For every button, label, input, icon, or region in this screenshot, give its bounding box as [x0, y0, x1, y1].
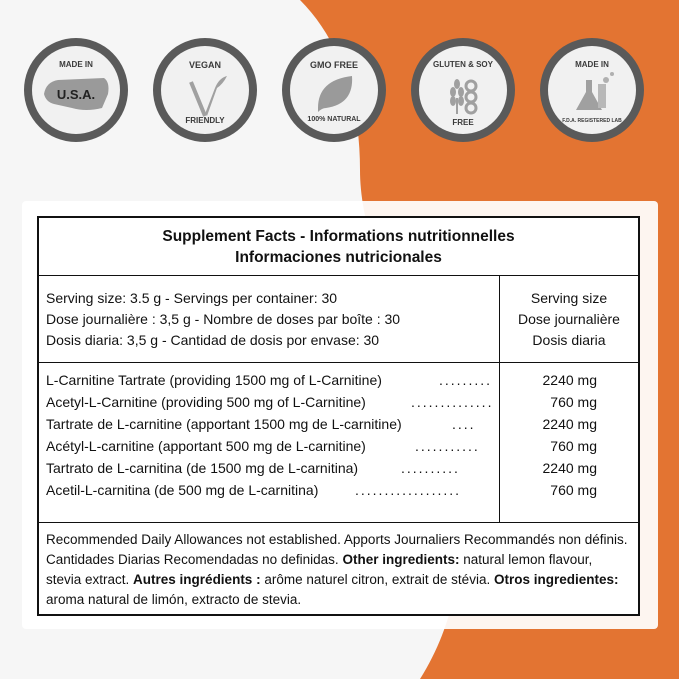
ingredient-amount: 2240 mg	[542, 460, 597, 476]
gmo-free-badge	[282, 38, 386, 142]
serving-column-header	[499, 276, 638, 362]
ingredient-label: Acetil-L-carnitina (de 500 mg de L-carnitina)	[46, 482, 319, 498]
serving-line-en: Serving size: 3.5 g - Servings per container: 30	[46, 290, 338, 306]
leaf-icon	[282, 38, 386, 142]
other-ingredients-text: natural lemon flavour, stevia extract.	[46, 552, 593, 587]
ingredient-label: Acétyl-L-carnitine (apportant 500 mg de L-carnitine)	[46, 438, 366, 454]
ingredient-amount: 760 mg	[550, 482, 597, 498]
ingredient-amount: 2240 mg	[542, 372, 597, 388]
ingredient-label: Tartrato de L-carnitina (de 1500 mg de L-carnitina)	[46, 460, 359, 476]
column-divider	[499, 362, 500, 522]
vegan-v-leaf-icon	[153, 38, 257, 142]
facts-subtitle: Informaciones nutricionales	[235, 249, 442, 266]
ingredient-label: L-Carnitine Tartrate (providing 1500 mg of L-Carnitine)	[46, 372, 382, 388]
badge-bottom-text: F.D.A. REGISTERED LAB	[562, 118, 622, 124]
leader-dots: ..................	[355, 482, 462, 498]
vegan-friendly-badge	[153, 38, 257, 142]
autres-ingredients-text: arôme naturel citron, extrait de stévia.	[264, 572, 491, 587]
badge-top-text: VEGAN	[188, 60, 221, 70]
leader-dots: .........	[439, 372, 493, 388]
footer-notes	[46, 530, 631, 610]
badge-bottom-text: FREE	[452, 118, 474, 127]
serving-header-en: Serving size	[530, 290, 608, 306]
badge-mid-text: U.S.A.	[56, 87, 96, 102]
ingredients-table	[39, 362, 638, 523]
serving-header-es: Dosis diaria	[532, 332, 606, 348]
ingredient-label: Acetyl-L-Carnitine (providing 500 mg of L-Carnitine)	[46, 394, 366, 410]
otros-ingredientes-label: Otros ingredientes:	[493, 572, 619, 587]
made-in-usa-badge	[24, 38, 128, 142]
rda-note: Recommended Daily Allowances not established. Apports Journaliers Recommandés non définis. Cantidades Diarias Recomendadas no definidas.	[46, 532, 628, 567]
facts-title: Supplement Facts - Informations nutritionnelles	[162, 228, 515, 245]
autres-ingredients-label: Autres ingrédients :	[133, 572, 261, 587]
badges-row	[0, 0, 679, 190]
ingredient-amount: 760 mg	[550, 438, 597, 454]
badge-top-text: MADE IN	[59, 60, 93, 69]
lab-flask-icon	[540, 38, 644, 142]
facts-header	[39, 218, 638, 276]
serving-line-es: Dosis diaria: 3,5 g - Cantidad de dosis por envase: 30	[46, 332, 380, 348]
badge-bottom-text: FRIENDLY	[185, 116, 225, 125]
fda-lab-badge	[540, 38, 644, 142]
badge-top-text: GMO FREE	[309, 60, 358, 70]
leader-dots: ...........	[415, 438, 480, 454]
gluten-soy-free-badge	[411, 38, 515, 142]
ingredient-amount: 760 mg	[550, 394, 597, 410]
serving-header-fr: Dose journalière	[518, 311, 620, 327]
serving-line-fr: Dose journalière : 3,5 g - Nombre de doses par boîte : 30	[46, 311, 401, 327]
leader-dots: ..............	[411, 394, 494, 410]
otros-ingredientes-text: aroma natural de limón, extracto de stevia.	[46, 592, 302, 607]
leader-dots: ....	[452, 416, 476, 432]
ingredient-amount: 2240 mg	[542, 416, 597, 432]
leader-dots: ..........	[401, 460, 460, 476]
serving-info	[46, 288, 400, 351]
badge-bottom-text: 100% NATURAL	[307, 116, 361, 123]
other-ingredients-label: Other ingredients:	[342, 552, 460, 567]
ingredient-label: Tartrate de L-carnitine (apportant 1500 mg de L-carnitine)	[46, 416, 402, 432]
badge-top-text: MADE IN	[575, 60, 609, 69]
supplement-facts-panel	[37, 216, 640, 616]
badge-top-text: GLUTEN & SOY	[432, 60, 493, 69]
